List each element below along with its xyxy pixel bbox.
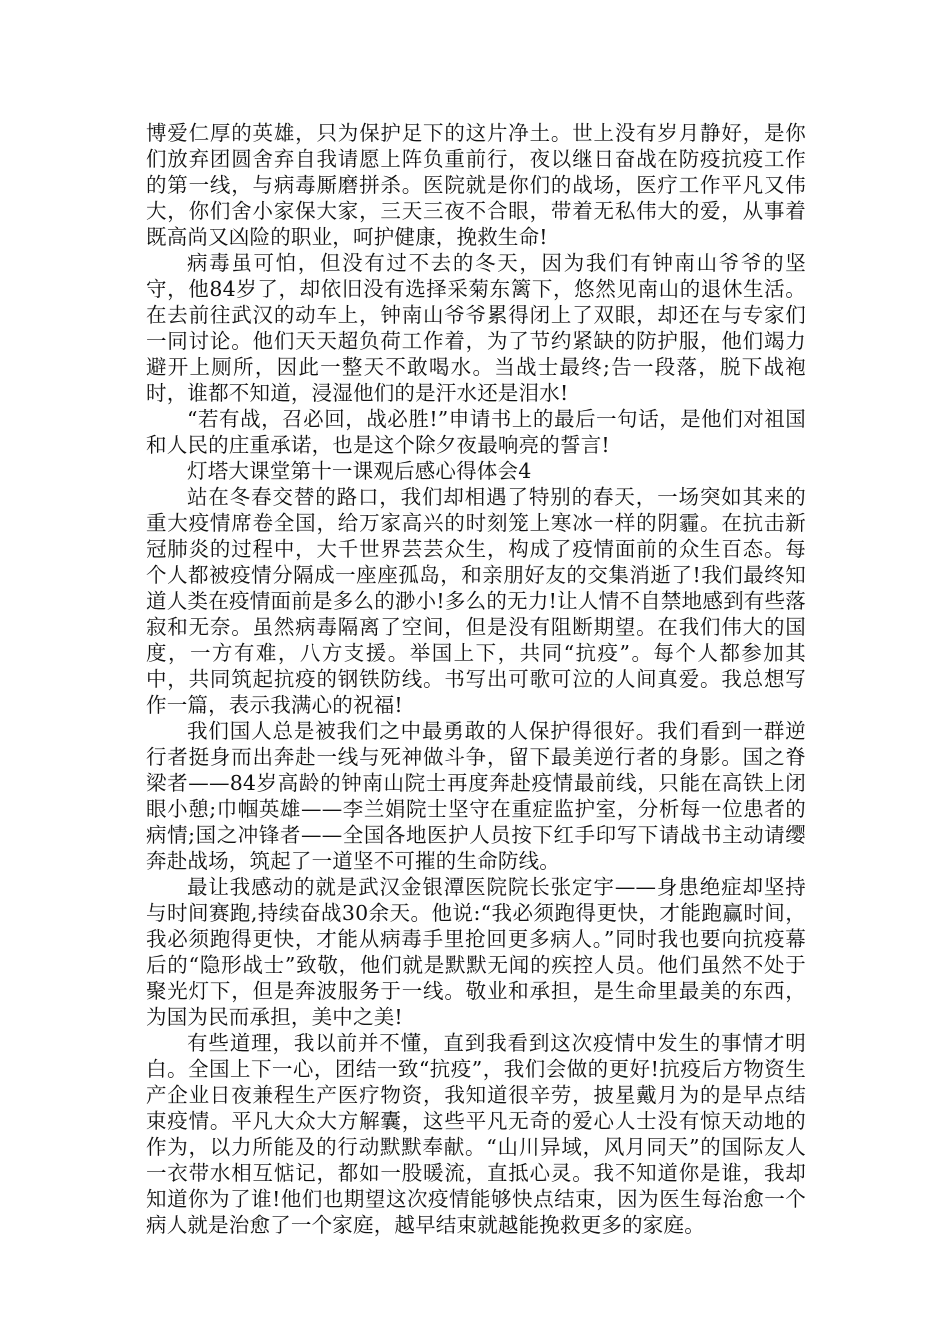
paragraph-continuation: 博爱仁厚的英雄，只为保护足下的这片净土。世上没有岁月静好，是你们放弃团圆舍弃自我请愿上阵负重前行，夜以继日奋战在防疫抗疫工作的第一线，与病毒厮磨拼杀。医院就是你们的战场，医疗工作平凡又伟大，你们舍小家保大家，三天三夜不合眼，带着无私伟大的爱，从事着既高尚又凶险的职业，呵护健康，挽救生命! (146, 121, 806, 249)
paragraph: 病毒虽可怕，但没有过不去的冬天，因为我们有钟南山爷爷的坚守，他84岁了，却依旧没有选择采菊东篱下，悠然见南山的退休生活。在去前往武汉的动车上，钟南山爷爷累得闭上了双眼，却还在与专家们一同讨论。他们天天超负荷工作着，为了节约紧缺的防护服，他们竭力避开上厕所，因此一整天不敢喝水。当战士最终;告一段落，脱下战袍时，谁都不知道，浸湿他们的是汗水还是泪水! (146, 251, 806, 405)
paragraph: “若有战，召必回，战必胜!”申请书上的最后一句话，是他们对祖国和人民的庄重承诺，也是这个除夕夜最响亮的誓言! (146, 407, 806, 457)
paragraph: 我们国人总是被我们之中最勇敢的人保护得很好。我们看到一群逆行者挺身而出奔赴一线与死神做斗争，留下最美逆行者的身影。国之脊梁者——84岁高龄的钟南山院士再度奔赴疫情最前线，只能在高铁上闭眼小憩;巾帼英雄——李兰娟院士坚守在重症监护室，分析每一位患者的病情;国之冲锋者——全国各地医护人员按下红手印写下请战书主动请缨奔赴战场，筑起了一道坚不可摧的生命防线。 (146, 719, 806, 873)
paragraph: 站在冬春交替的路口，我们却相遇了特别的春天，一场突如其来的重大疫情席卷全国，给万家高兴的时刻笼上寒冰一样的阴霾。在抗击新冠肺炎的过程中，大千世界芸芸众生，构成了疫情面前的众生百态。每个人都被疫情分隔成一座座孤岛，和亲朋好友的交集消逝了!我们最终知道人类在疫情面前是多么的渺小!多么的无力!让人情不自禁地感到有些落寂和无奈。虽然病毒隔离了空间，但是没有阻断期望。在我们伟大的国度，一方有难，八方支援。举国上下，共同“抗疫”。每个人都参加其中，共同筑起抗疫的钢铁防线。书写出可歌可泣的人间真爱。我总想写作一篇，表示我满心的祝福! (146, 485, 806, 717)
document-body (146, 120, 806, 1238)
section-heading: 灯塔大课堂第十一课观后感心得体会4 (187, 459, 532, 483)
paragraph: 有些道理，我以前并不懂，直到我看到这次疫情中发生的事情才明白。全国上下一心，团结一致“抗疫”，我们会做的更好!抗疫后方物资生产企业日夜兼程生产医疗物资，我知道很辛劳，披星戴月为的是早点结束疫情。平凡大众大方解囊，这些平凡无奇的爱心人士没有惊天动地的作为，以力所能及的行动默默奉献。“山川异域，风月同天”的国际友人一衣带水相互惦记，都如一股暖流，直抵心灵。我不知道你是谁，我却知道你为了谁!他们也期望这次疫情能够快点结束，因为医生每治愈一个病人就是治愈了一个家庭，越早结束就越能挽救更多的家庭。 (146, 1031, 806, 1237)
paragraph: 最让我感动的就是武汉金银潭医院院长张定宇——身患绝症却坚持与时间赛跑,持续奋战30余天。他说:“我必须跑得更快，才能跑赢时间，我必须跑得更快，才能从病毒手里抢回更多病人。”同时我也要向抗疫幕后的“隐形战士”致敬，他们就是默默无闻的疾控人员。他们虽然不处于聚光灯下，但是奔波服务于一线。敬业和承担，是生命里最美的东西，为国为民而承担，美中之美! (146, 875, 806, 1029)
